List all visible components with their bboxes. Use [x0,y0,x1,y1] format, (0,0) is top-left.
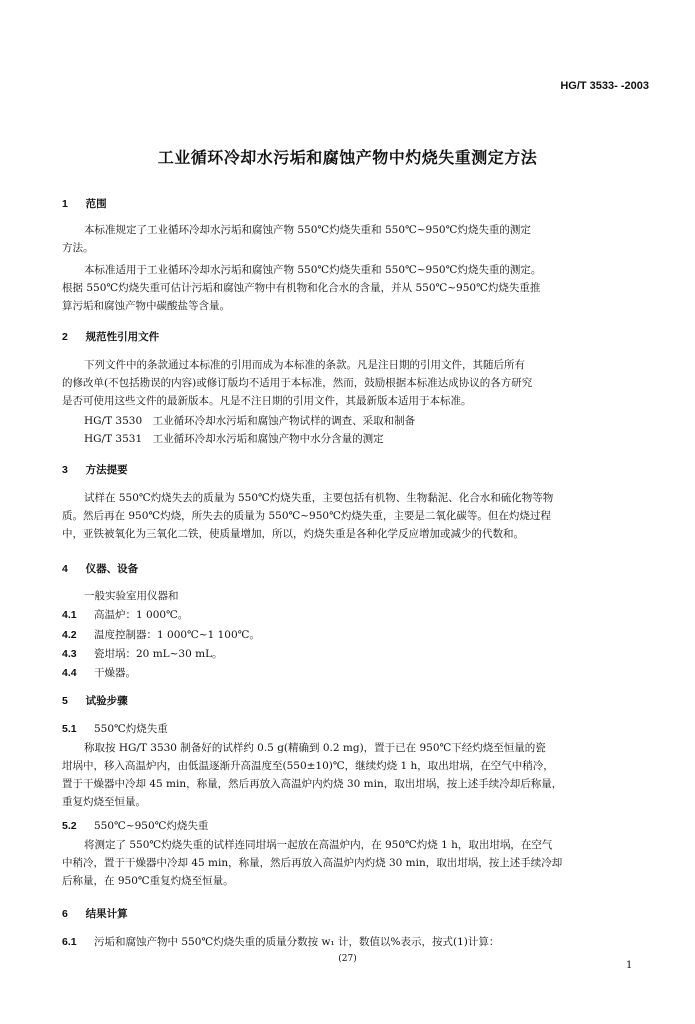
section-5-heading [62,693,128,708]
text-line: 试样在 550℃灼烧失去的质量为 550℃灼烧失重，主要包括有机物、生物黏泥、化合水和硫化物等物 [84,492,554,504]
document-title: 工业循环冷却水污垢和腐蚀产物中灼烧失重测定方法 [157,148,538,167]
text-line: 质。然后再在 950℃灼烧，所失去的质量为 550℃~950℃灼烧失重，主要是二氧化碳等。但在灼烧过程 [62,510,551,522]
reference-title: 工业循环冷却水污垢和腐蚀产物中水分含量的测定 [152,433,384,445]
text-line: 后称量，在 950℃重复灼烧至恒量。 [62,875,234,887]
reference-title: 工业循环冷却水污垢和腐蚀产物试样的调查、采取和制备 [152,415,416,427]
item-number: 4.1 [62,609,77,621]
text-line: 是否可使用这些文件的最新版本。凡是不注日期的引用文件，其最新版本适用于本标准。 [62,395,472,407]
text-line: 一般实验室用仪器和 [84,590,179,602]
reference-item [62,412,648,430]
section-title: 范围 [85,198,107,210]
text-line: 中，亚铁被氧化为三氧化二铁，使质量增加，所以，灼烧失重是各种化学反应增加或减少的代数和。 [62,528,524,540]
section-6-heading [62,906,128,921]
text-line: 将测定了 550℃灼烧失重的试样连同坩埚一起放在高温炉内，在 950℃灼烧 1 h，取出坩埚，在空气 [84,839,553,851]
subsection-6-1 [62,934,499,949]
section-1-para-1 [62,221,648,257]
section-number: 1 [62,198,68,210]
section-3-para [62,489,648,543]
reference-code: HG/T 3531 [84,433,143,445]
text-line: 本标准适用于工业循环冷却水污垢和腐蚀产物 550℃灼烧失重和 550℃~950℃灼烧失重的测定。 [84,264,542,276]
equipment-item [62,665,136,680]
subsection-5-2-heading [62,818,208,833]
item-number: 4.4 [62,667,77,679]
text-line: 重复灼烧至恒量。 [62,796,146,808]
text-line: 中稍冷，置于干燥器中冷却 45 min，称量，然后再放入高温炉内灼烧 30 min，取出坩埚，按上述手续冷却 [62,857,563,869]
item-text: 高温炉：1 000℃。 [94,609,189,621]
equipment-item [62,627,260,642]
section-number: 2 [62,331,68,343]
page-number-right: 1 [626,960,633,971]
text-line: 本标准规定了工业循环冷却水污垢和腐蚀产物 550℃灼烧失重和 550℃~950℃灼烧失重的测定 [84,224,531,236]
item-text: 瓷坩埚：20 mL~30 mL。 [94,648,223,660]
section-title: 结果计算 [85,908,128,920]
text-line: 根据 550℃灼烧失重可估计污垢和腐蚀产物中有机物和化合水的含量，并从 550℃~950℃灼烧失重推 [62,282,541,294]
equipment-item [62,646,223,661]
section-number: 3 [62,464,68,476]
subsection-title: 550℃灼烧失重 [94,723,168,735]
text-line: 算污垢和腐蚀产物中碳酸盐等含量。 [62,300,230,312]
section-4-intro [62,587,648,605]
text-line: 方法。 [62,242,94,254]
section-number: 6 [62,908,68,920]
text-line: 置于干燥器中冷却 45 min，称量，然后再放入高温炉内灼烧 30 min，取出坩埚，按上述手续冷却后称量， [62,778,563,790]
section-title: 方法提要 [85,464,128,476]
text-line: 称取按 HG/T 3530 制备好的试样约 0.5 g(精确到 0.2 mg)，置于已在 950℃下经灼烧至恒量的瓷 [84,742,546,754]
page-number-center: (27) [338,954,357,964]
item-number: 4.3 [62,648,77,660]
subsection-5-1-para [62,739,648,811]
reference-code: HG/T 3530 [84,415,143,427]
section-1-para-2 [62,261,648,315]
section-title: 试验步骤 [85,695,128,707]
normative-references [62,412,648,448]
subsection-5-2-para [62,836,648,890]
subsection-number: 6.1 [62,936,77,948]
item-number: 4.2 [62,629,77,641]
section-3-heading [62,462,128,477]
subsection-number: 5.2 [62,820,77,832]
reference-item [62,430,648,448]
section-number: 4 [62,563,68,575]
item-text: 温度控制器：1 000℃~1 100℃。 [94,629,260,641]
subsection-title: 550℃~950℃灼烧失重 [94,820,209,832]
section-2-heading [62,329,159,344]
text-line: 下列文件中的条款通过本标准的引用而成为本标准的条款。凡是注日期的引用文件，其随后所有 [84,359,525,371]
standard-number: HG/T 3533- -2003 [560,80,649,92]
subsection-number: 5.1 [62,723,77,735]
text-line: 坩埚中，移入高温炉内，由低温逐渐升高温度至(550±10)℃，继续灼烧 1 h，取出坩埚，在空气中稍冷， [62,760,554,772]
text-line: 的修改单(不包括勘误的内容)或修订版均不适用于本标准，然而，鼓励根据本标准达成协议的各方研究 [62,377,533,389]
section-title: 规范性引用文件 [85,331,160,343]
section-number: 5 [62,695,68,707]
subsection-5-1-heading [62,721,168,736]
section-4-heading [62,561,138,576]
section-2-para [62,356,648,410]
section-1-heading [62,196,107,211]
subsection-text: 污垢和腐蚀产物中 550℃灼烧失重的质量分数按 w₁ 计，数值以%表示，按式(1)计算： [94,936,500,948]
equipment-item [62,607,188,622]
section-title: 仪器、设备 [85,563,139,575]
item-text: 干燥器。 [94,667,136,679]
